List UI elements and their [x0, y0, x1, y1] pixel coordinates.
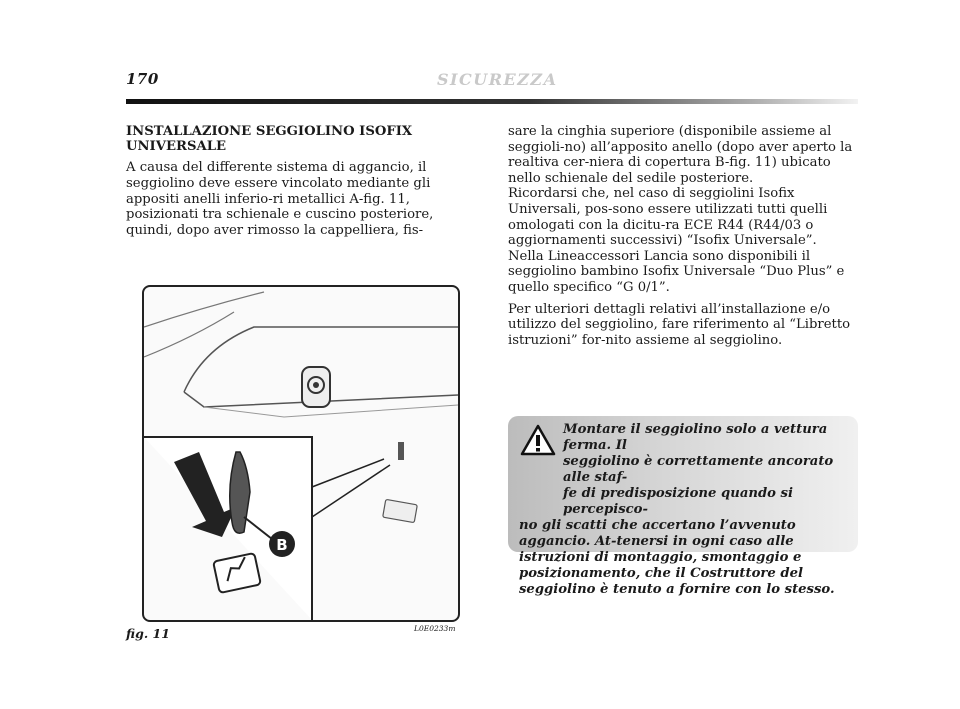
warning-line-1: Montare il seggiolino solo a vettura ferma. Il [563, 422, 828, 453]
isofix-symbol-icon [213, 553, 261, 593]
figure-illustration [142, 285, 460, 622]
body-paragraph-3: Nella Lineaccessori Lancia sono disponibili il seggiolino bambino Isofix Universale “Duo Plus” e quello specifico “G 0/1”. [508, 248, 845, 295]
warning-text [519, 422, 853, 598]
left-column [126, 124, 474, 238]
body-paragraph-4: Per ulteriori dettagli relativi all’installazione e/o utilizzo del seggiolino, fare riferimento al “Libretto istruzioni” for-nito assieme al seggiolino. [508, 301, 851, 348]
figure-code: L0E0233m [414, 624, 456, 633]
anchor-ring-icon [302, 367, 330, 407]
page-number: 170 [126, 70, 159, 88]
section-title: SICUREZZA [437, 70, 558, 89]
body-paragraph: A causa del differente sistema di aggancio, il seggiolino deve essere vincolato mediante gli appositi anelli inferio-ri metallici A-fig. 11, posizionati tra schienale e cuscino posteriore, quindi, dopo aver rimosso la cappelliera, fis- [126, 160, 434, 238]
section-heading [126, 124, 474, 154]
seat-isofix-illustration [144, 287, 458, 620]
callout-b-label: B [276, 536, 288, 554]
warning-line-2: seggiolino è correttamente ancorato alle staf- [563, 454, 834, 485]
heading-line-1: INSTALLAZIONE SEGGIOLINO ISOFIX [126, 124, 413, 139]
heading-line-2: UNIVERSALE [126, 139, 227, 155]
body-paragraph-2: Ricordarsi che, nel caso di seggiolini Isofix Universali, pos-sono essere utilizzati tutti quelli omologati con la dicitu-ra ECE R44 (R44/03 o aggiornamenti successivi) “Isofix Universale”. [508, 186, 828, 249]
body-paragraph-1: sare la cinghia superiore (disponibile assieme al seggioli-no) all’apposito anello (dopo aver aperto la realtiva cer-niera di copertura B-fig. 11) ubicato nello schienale del sedile posteriore. [508, 124, 853, 186]
figure-caption: fig. 11 [126, 626, 170, 641]
warning-line-3: fe di predisposizione quando si percepisco- [563, 486, 793, 517]
right-column [508, 124, 858, 354]
warning-rest: no gli scatti che accertano l’avvenuto aggancio. At-tenersi in ogni caso alle istruzioni di montaggio, smontaggio e posizionamento, che il Costruttore del seggiolino è tenuto a fornire con lo stesso. [519, 518, 835, 597]
header-rule [126, 99, 858, 104]
